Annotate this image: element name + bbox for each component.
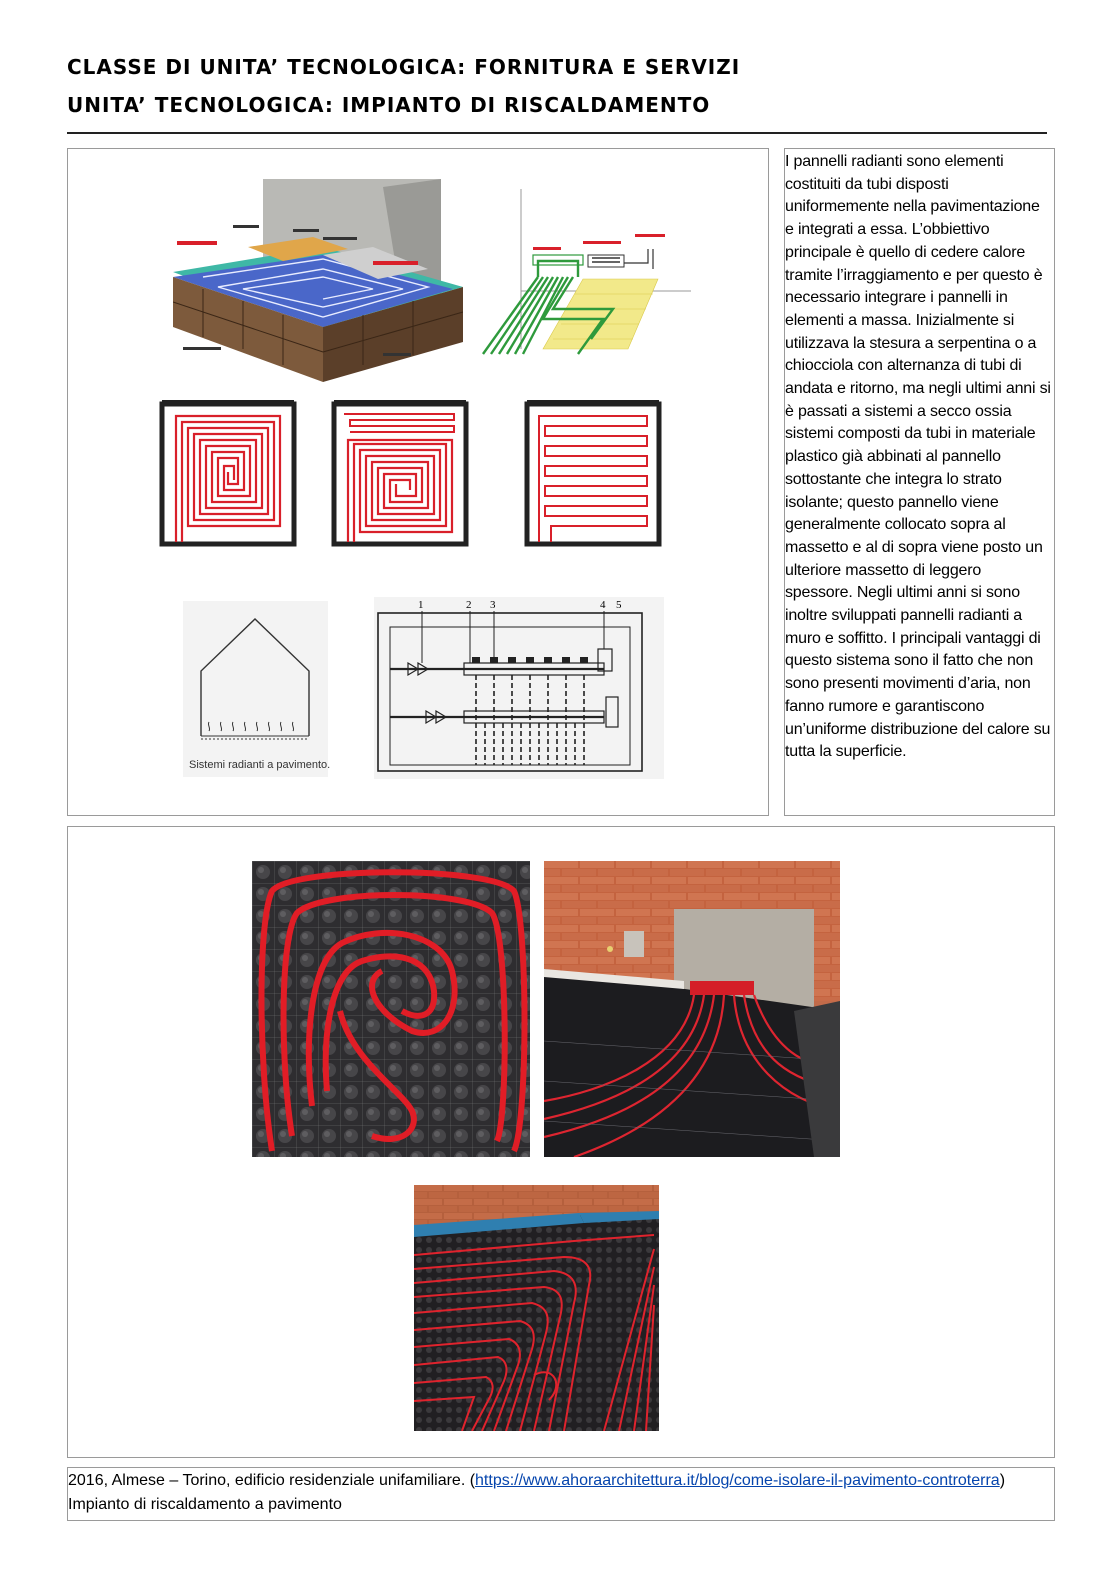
radiant-systems-sketch — [183, 601, 331, 777]
source-link[interactable]: https://www.ahoraarchitettura.it/blog/come-isolare-il-pavimento-controterra — [475, 1472, 1000, 1489]
description-text: I pannelli radianti sono elementi costituiti da tubi disposti uniformemente nella pavimentazione e integrati a essa. L’obbiettivo principale è quello di cedere calore tramite l’irraggiamento e per questo è necessario integrare i pannelli in elementi a massa. Inizialmente si utilizzava la stesura a serpentina o a chiocciola con alternanza di tubi di andata e ritorno, ma negli ultimi anni si è passati a sistemi a secco ossia sistemi composti da tubi in materiale plastico già abbinati al pannello sottostante che integra lo strato isolante; questo pannello viene generalmente collocato sopra al massetto e al di sopra viene posto un ulteriore massetto di leggero spessore. Negli ultimi anni si sono inoltre sviluppati pannelli radianti a muro e soffitto. I principali vantaggi di questo sistema sono il fatto che non sono presenti movimenti d’aria, non fanno rumore e garantiscono un’uniforme distribuzione del calore su tutta la superficie. — [785, 153, 1051, 761]
header-divider — [67, 132, 1047, 134]
caption-paren-close: ) — [999, 1472, 1006, 1489]
pipe-layout-schematic — [463, 179, 693, 369]
figures-panel — [67, 148, 769, 816]
page-header — [67, 48, 1047, 124]
radiant-systems-caption: Sistemi radianti a pavimento. — [189, 759, 331, 771]
manifold-label-5: 5 — [616, 599, 622, 611]
header-unit-title: UNITA’ TECNOLOGICA: IMPIANTO DI RISCALDAMENTO — [67, 93, 711, 117]
manifold-label-2: 2 — [466, 599, 472, 611]
manifold-label-4: 4 — [600, 599, 606, 611]
caption-panel — [67, 1467, 1055, 1521]
photo-corner-pipes — [414, 1185, 659, 1431]
photo-spiral-pipes — [252, 861, 530, 1157]
caption-line-1 — [68, 1468, 1054, 1492]
header-class-title: CLASSE DI UNITA’ TECNOLOGICA: FORNITURA E SERVIZI — [67, 55, 741, 79]
coil-layout-plans — [158, 394, 683, 554]
manifold-label-3: 3 — [490, 599, 496, 611]
caption-location: 2016, Almese – Torino, edificio residenziale unifamiliare. ( — [68, 1472, 476, 1489]
photos-panel — [67, 826, 1055, 1458]
floor-section-illustration — [173, 177, 503, 387]
caption-line-2: Impianto di riscaldamento a pavimento — [68, 1496, 342, 1513]
photo-room-pipes — [544, 861, 840, 1157]
manifold-label-1: 1 — [418, 599, 424, 611]
description-panel — [784, 148, 1055, 816]
manifold-diagram — [374, 597, 664, 779]
